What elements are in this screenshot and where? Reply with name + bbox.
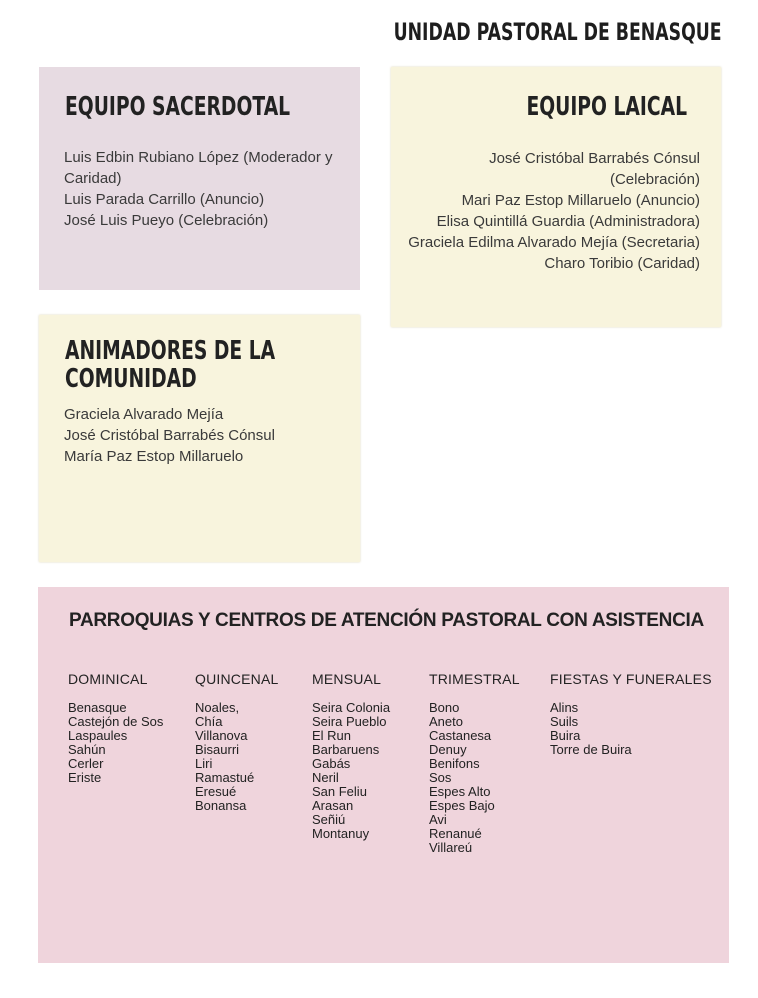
member-name: Charo Toribio (Caridad) [544, 255, 700, 272]
place-item: Barbaruens [312, 742, 380, 757]
column-quincenal [195, 671, 278, 813]
place-item: Gabás [312, 756, 351, 771]
animadores-title-line2: COMUNIDAD [65, 364, 197, 394]
place-item: Cerler [68, 756, 104, 771]
place-list [68, 701, 163, 785]
place-list [312, 701, 390, 841]
place-item: Benasque [68, 700, 127, 715]
place-item: Villareú [429, 840, 473, 855]
place-item: Laspaules [68, 728, 128, 743]
member-name: José Cristóbal Barrabés Cónsul (Celebración) [489, 150, 700, 188]
place-item: Bono [429, 700, 460, 715]
column-heading: TRIMESTRAL [429, 671, 520, 687]
place-item: Ramastué [195, 770, 255, 785]
column-heading: MENSUAL [312, 671, 382, 687]
place-item: Espes Bajo [429, 798, 495, 813]
place-item: Aneto [429, 714, 463, 729]
equipo-sacerdotal-panel [39, 67, 360, 290]
place-item: Buira [550, 728, 581, 743]
animadores-title-line1: ANIMADORES DE LA [65, 336, 276, 366]
animadores-title [65, 337, 275, 393]
animadores-list [64, 404, 354, 467]
place-item: Suils [550, 714, 579, 729]
place-item: Bisaurri [195, 742, 240, 757]
place-item: Torre de Buira [550, 742, 632, 757]
column-heading: FIESTAS Y FUNERALES [550, 671, 712, 687]
member-name: Mari Paz Estop Millaruelo (Anuncio) [461, 192, 700, 209]
column-dominical [68, 671, 163, 785]
equipo-sacerdotal-list [64, 147, 349, 231]
member-name: José Cristóbal Barrabés Cónsul [64, 427, 275, 444]
place-item: Eresué [195, 784, 237, 799]
member-name: Luis Edbin Rubiano López (Moderador y Caridad) [64, 149, 333, 187]
member-name: José Luis Pueyo (Celebración) [64, 212, 269, 229]
place-item: El Run [312, 728, 352, 743]
place-item: San Feliu [312, 784, 367, 799]
place-item: Renanué [429, 826, 482, 841]
member-name: Elisa Quintillá Guardia (Administradora) [436, 213, 700, 230]
place-list [195, 701, 278, 813]
column-fiestas-y-funerales [550, 671, 712, 757]
parroquias-panel [38, 587, 729, 963]
place-item: Alins [550, 700, 579, 715]
place-item: Villanova [195, 728, 248, 743]
place-item: Avi [429, 812, 447, 827]
place-item: Señiú [312, 812, 346, 827]
place-item: Benifons [429, 756, 480, 771]
member-name: Graciela Edilma Alvarado Mejía (Secretaria) [408, 234, 700, 251]
place-item: Liri [195, 756, 213, 771]
animadores-panel [39, 315, 360, 562]
column-trimestral [429, 671, 520, 855]
member-name: Graciela Alvarado Mejía [64, 406, 224, 423]
place-item: Denuy [429, 742, 467, 757]
place-item: Neril [312, 770, 339, 785]
place-item: Sahún [68, 742, 106, 757]
place-item: Eriste [68, 770, 102, 785]
column-heading: DOMINICAL [68, 671, 148, 687]
equipo-laical-title: EQUIPO LAICAL [526, 92, 687, 122]
place-item: Montanuy [312, 826, 370, 841]
parroquias-title: PARROQUIAS Y CENTROS DE ATENCIÓN PASTORAL CON ASISTENCIA [69, 610, 704, 631]
place-item: Chía [195, 714, 223, 729]
place-item: Castejón de Sos [68, 714, 164, 729]
column-heading: QUINCENAL [195, 671, 279, 687]
member-name: Luis Parada Carrillo (Anuncio) [64, 191, 265, 208]
column-mensual [312, 671, 390, 841]
place-item: Arasan [312, 798, 354, 813]
member-name: María Paz Estop Millaruelo [64, 448, 244, 465]
place-item: Noales, [195, 700, 240, 715]
place-item: Bonansa [195, 798, 247, 813]
place-item: Seira Colonia [312, 700, 391, 715]
place-list [550, 701, 712, 757]
place-item: Seira Pueblo [312, 714, 387, 729]
place-list [429, 701, 520, 855]
equipo-laical-list [400, 148, 700, 274]
place-item: Espes Alto [429, 784, 491, 799]
place-item: Sos [429, 770, 452, 785]
place-item: Castanesa [429, 728, 492, 743]
page-title: UNIDAD PASTORAL DE BENASQUE [393, 18, 722, 46]
equipo-sacerdotal-title: EQUIPO SACERDOTAL [65, 92, 291, 122]
equipo-laical-panel [391, 67, 721, 327]
